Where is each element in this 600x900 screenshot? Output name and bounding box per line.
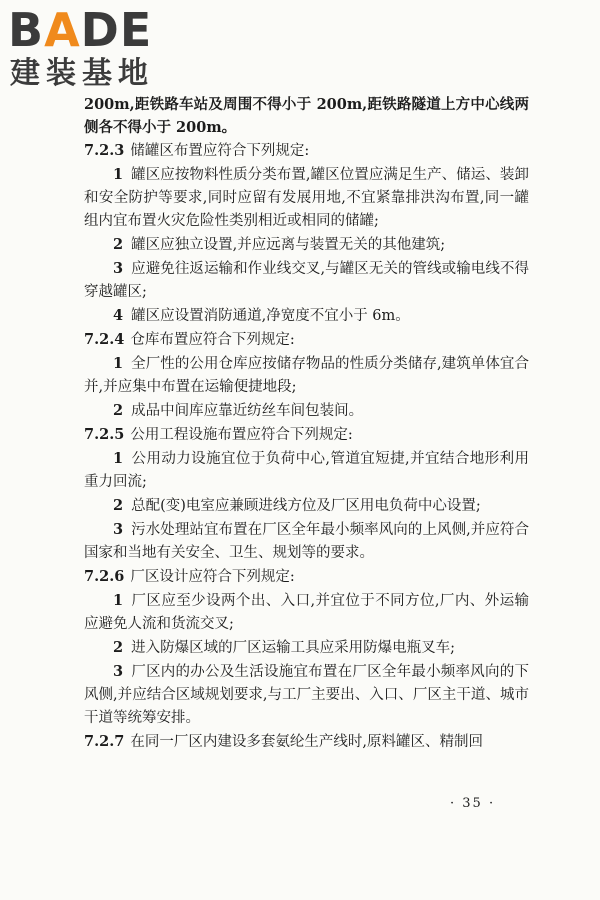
list-item: [84, 518, 529, 565]
list-item: [84, 304, 529, 328]
item-text: 罐区应独立设置,并应远离与装置无关的其他建筑;: [131, 237, 446, 253]
item-number: 1: [113, 166, 124, 183]
item-text: 总配(变)电室应兼顾进线方位及厂区用电负荷中心设置;: [131, 498, 481, 514]
item-number: 1: [113, 450, 124, 467]
clause-text: 厂区设计应符合下列规定:: [130, 569, 295, 585]
continued-paragraph: 200m,距铁路车站及周围不得小于 200m,距铁路隧道上方中心线两侧各不得小于 200m。: [84, 96, 529, 136]
item-text: 罐区应按物料性质分类布置,罐区位置应满足生产、储运、装卸和安全防护等要求,同时应留有发展用地,不宜紧靠排洪沟布置,同一罐组内宜布置火灾危险性类别相近或相同的储罐;: [84, 167, 529, 229]
item-text: 全厂性的公用仓库应按储存物品的性质分类储存,建筑单体宜合并,并应集中布置在运输便捷地段;: [84, 356, 529, 395]
item-number: 3: [113, 521, 124, 538]
item-text: 公用动力设施宜位于负荷中心,管道宜短捷,并宜结合地形利用重力回流;: [84, 451, 529, 490]
item-number: 2: [113, 402, 124, 419]
clause-text: 仓库布置应符合下列规定:: [130, 332, 295, 348]
page-number: · 35 ·: [450, 796, 496, 811]
item-text: 厂区内的办公及生活设施宜布置在厂区全年最小频率风向的下风侧,并应结合区域规划要求,与工厂主要出、入口、厂区主干道、城市干道等统筹安排。: [84, 664, 529, 726]
document-body: [84, 93, 529, 754]
logo-wordmark: [8, 4, 152, 56]
list-item: [84, 352, 529, 399]
clause-heading: [84, 565, 529, 589]
item-text: 成品中间库应靠近纺丝车间包装间。: [131, 403, 364, 419]
item-number: 3: [113, 663, 124, 680]
item-text: 厂区应至少设两个出、入口,并宜位于不同方位,厂内、外运输应避免人流和货流交叉;: [84, 593, 529, 632]
clause-number: 7.2.4: [84, 331, 125, 348]
clause-heading: [84, 328, 529, 352]
clause-text: 公用工程设施布置应符合下列规定:: [130, 427, 353, 443]
clause-text: 在同一厂区内建设多套氨纶生产线时,原料罐区、精制回: [130, 734, 483, 750]
clause-number: 7.2.7: [84, 733, 125, 750]
list-item: [84, 399, 529, 423]
item-number: 2: [113, 236, 124, 253]
list-item: [84, 636, 529, 660]
list-item: [84, 660, 529, 730]
item-text: 罐区应设置消防通道,净宽度不宜小于 6m。: [131, 308, 410, 324]
clause-text: 储罐区布置应符合下列规定:: [130, 143, 310, 159]
logo-letter-accent: A: [44, 3, 81, 57]
clause-heading: [84, 423, 529, 447]
list-item: [84, 163, 529, 233]
item-text: 污水处理站宜布置在厂区全年最小频率风向的上风侧,并应符合国家和当地有关安全、卫生、规划等的要求。: [84, 522, 529, 561]
list-item: [84, 494, 529, 518]
logo-subtitle: 建装基地: [10, 56, 154, 91]
logo-letters: DE: [80, 3, 153, 57]
item-text: 应避免往返运输和作业线交叉,与罐区无关的管线或输电线不得穿越罐区;: [84, 261, 529, 300]
list-item: [84, 447, 529, 494]
item-text: 进入防爆区域的厂区运输工具应采用防爆电瓶叉车;: [131, 640, 455, 656]
item-number: 1: [113, 592, 124, 609]
clause-heading: [84, 730, 529, 754]
logo: [8, 4, 183, 96]
item-number: 2: [113, 639, 124, 656]
list-item: [84, 233, 529, 257]
clause-number: 7.2.5: [84, 426, 125, 443]
clause-number: 7.2.6: [84, 568, 125, 585]
item-number: 4: [113, 307, 124, 324]
list-item: [84, 257, 529, 304]
clause-number: 7.2.3: [84, 142, 125, 159]
item-number: 2: [113, 497, 124, 514]
item-number: 3: [113, 260, 124, 277]
logo-letter: B: [8, 3, 45, 57]
clause-heading: [84, 139, 529, 163]
item-number: 1: [113, 355, 124, 372]
list-item: [84, 589, 529, 636]
